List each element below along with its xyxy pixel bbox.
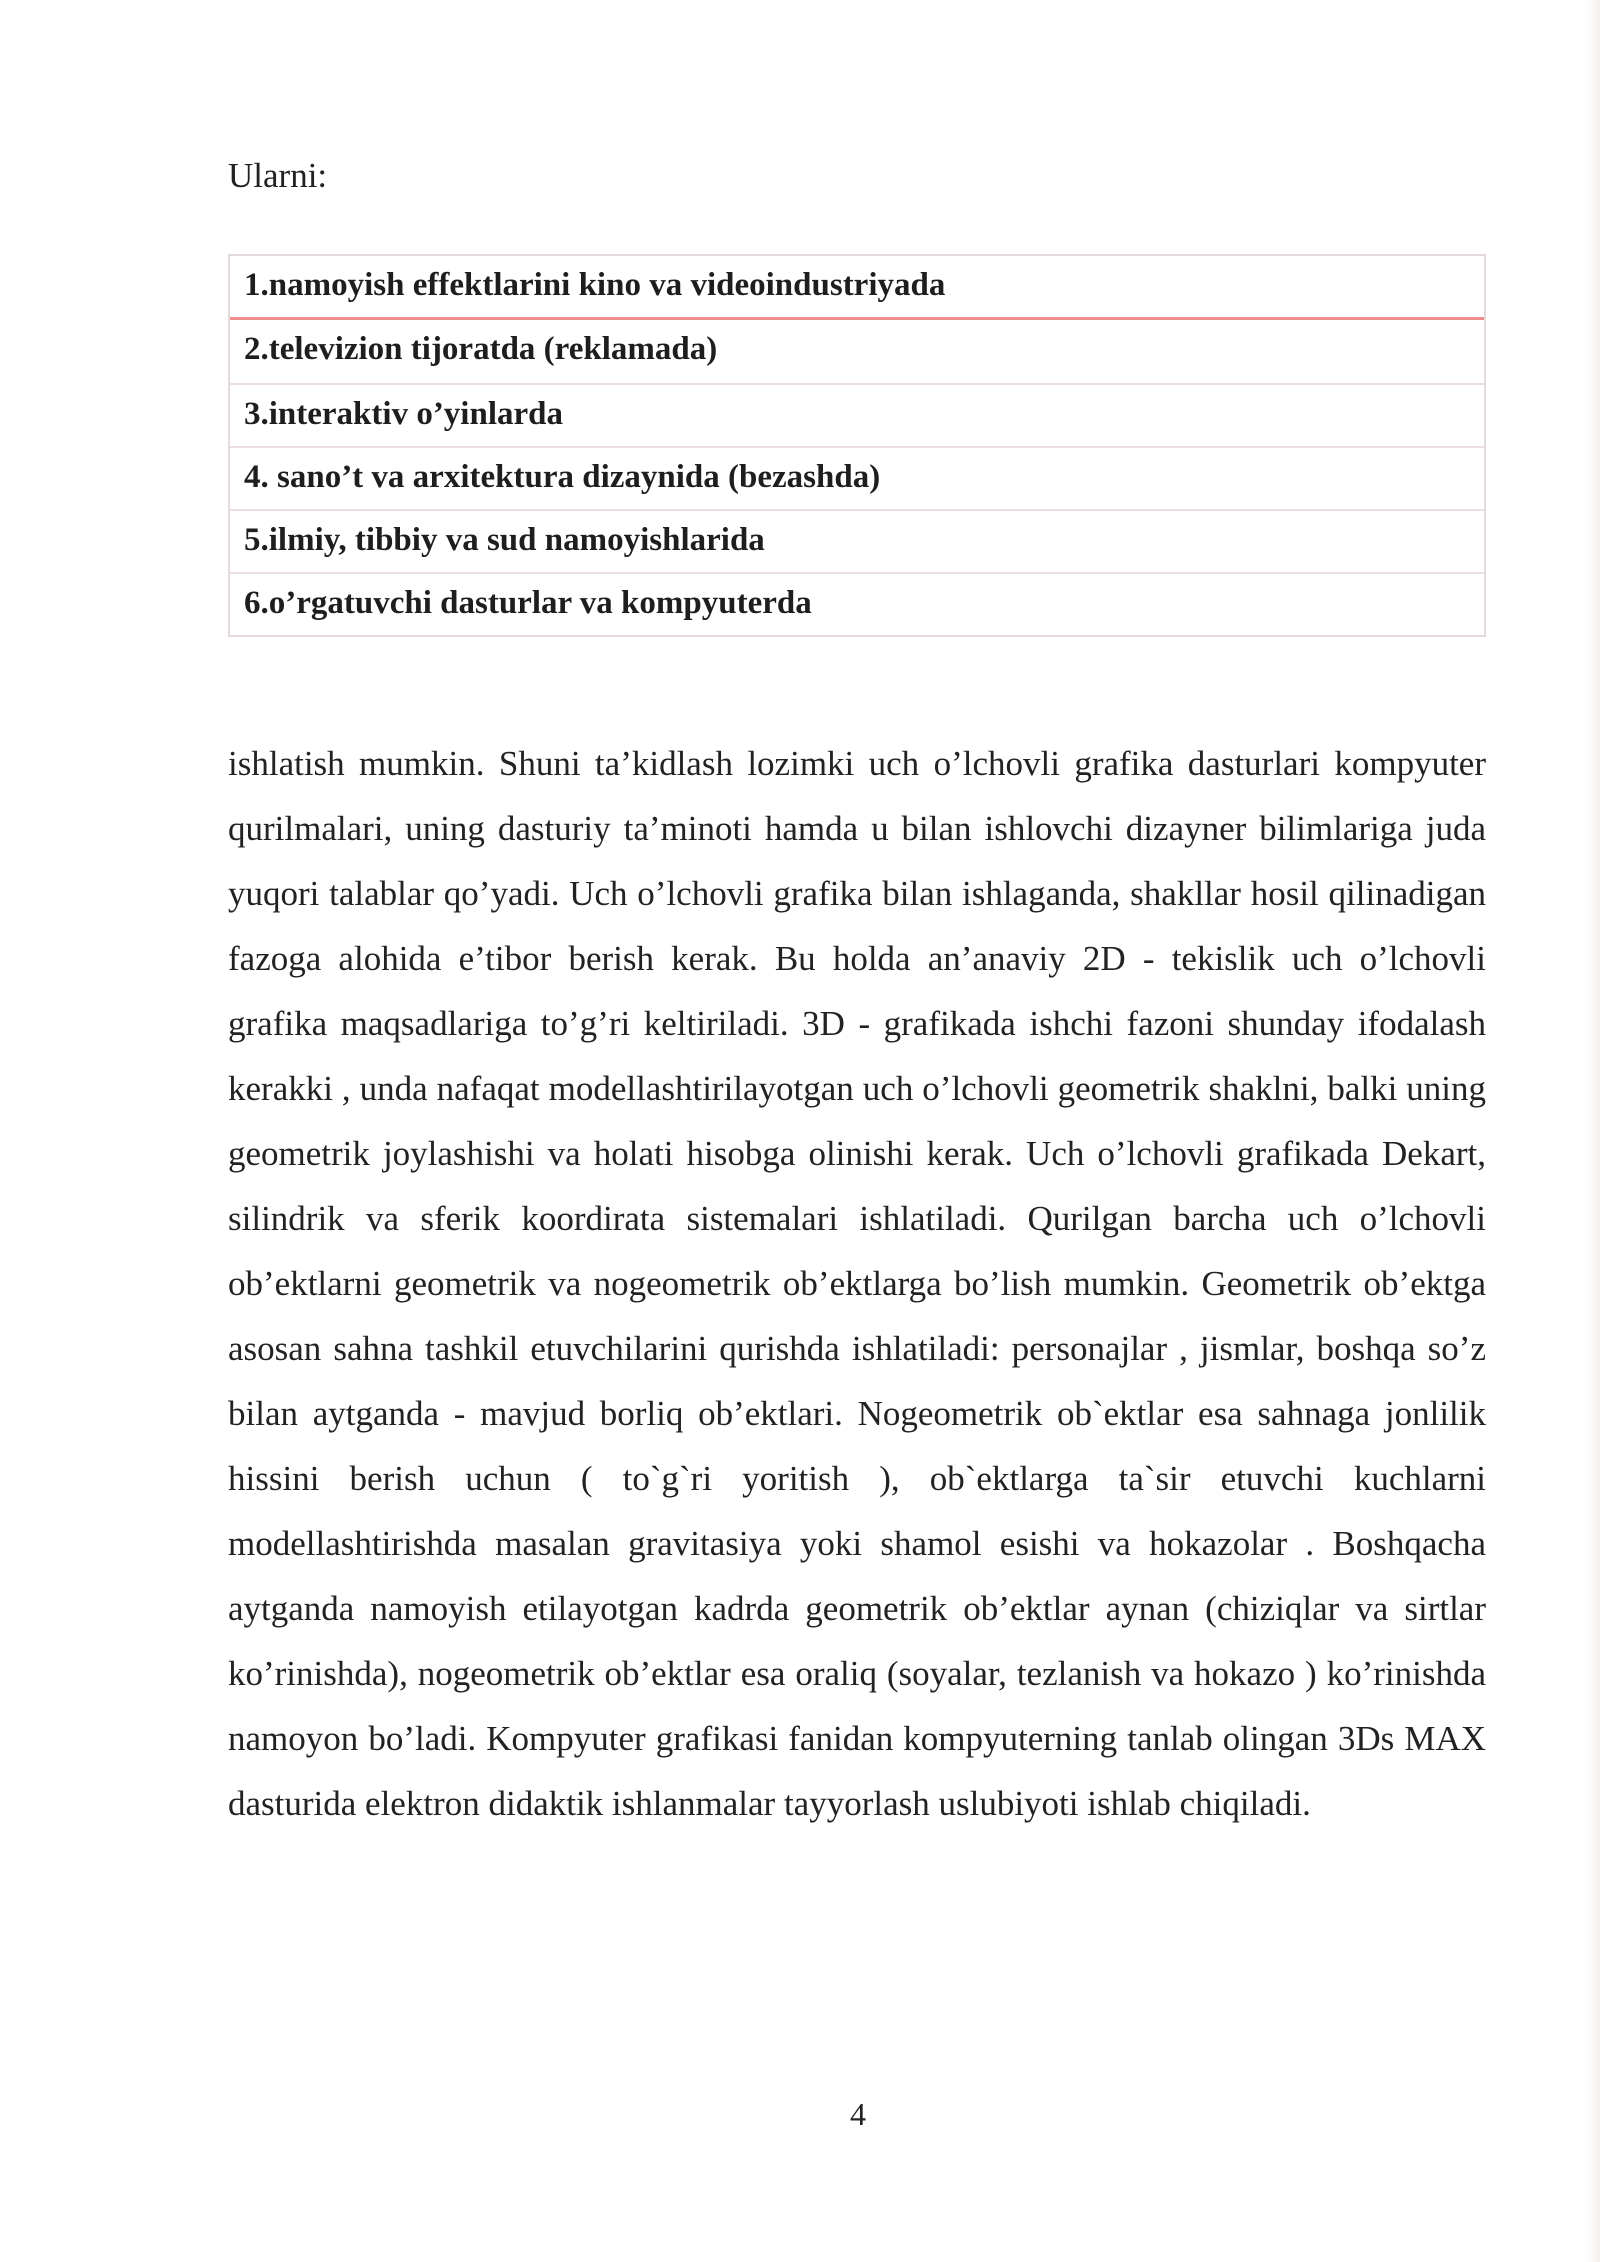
page-edge-shadow (1586, 0, 1600, 2262)
table-row: 5.ilmiy, tibbiy va sud namoyishlarida (230, 509, 1484, 572)
table-row: 6.o’rgatuvchi dasturlar va kompyuterda (230, 572, 1484, 635)
body-paragraph: ishlatish mumkin. Shuni ta’kidlash lozimki uch o’lchovli grafika dasturlari kompyuter qurilmalari, uning dasturiy ta’minoti hamda u bilan ishlovchi dizayner bilimlariga juda yuqori talablar qo’yadi. Uch o’lchovli grafika bilan ishlaganda, shakllar hosil qilinadigan fazoga alohida e’tibor berish kerak. Bu holda an’anaviy 2D - tekislik uch o’lchovli grafika maqsadlariga to’g’ri keltiriladi. 3D - grafikada ishchi fazoni shunday ifodalash kerakki , unda nafaqat modellashtirilayotgan uch o’lchovli geometrik shaklni, balki uning geometrik joylashishi va holati hisobga olinishi kerak. Uch o’lchovli grafikada Dekart, silindrik va sferik koordirata sistemalari ishlatiladi. Qurilgan barcha uch o’lchovli ob’ektlarni geometrik va nogeometrik ob’ektlarga bo’lish mumkin. Geometrik ob’ektga asosan sahna tashkil etuvchilarini qurishda ishlatiladi: personajlar , jismlar, boshqa so’z bilan aytganda - mavjud borliq ob’ektlari. Nogeometrik ob`ektlar esa sahnaga jonlilik hissini berish uchun ( to`g`ri yoritish ), ob`ektlarga ta`sir etuvchi kuchlarni modellashtirishda masalan gravitasiya yoki shamol esishi va hokazolar . Boshqacha aytganda namoyish etilayotgan kadrda geometrik ob’ektlar aynan (chiziqlar va sirtlar ko’rinishda), nogeometrik ob’ektlar esa oraliq (soyalar, tezlanish va hokazo ) ko’rinishda namoyon bo’ladi. Kompyuter grafikasi fanidan kompyuterning tanlab olingan 3Ds MAX dasturida elektron didaktik ishlanmalar tayyorlash uslubiyoti ishlab chiqiladi. (228, 744, 1486, 1823)
page-number: 4 (850, 2096, 866, 2132)
table-row: 1.namoyish effektlarini kino va videoindustriyada (230, 256, 1484, 320)
applications-table (228, 254, 1486, 637)
table-row: 3.interaktiv o’yinlarda (230, 383, 1484, 446)
table-row: 2.televizion tijoratda (reklamada) (244, 331, 718, 367)
intro-text: Ularni: (228, 156, 328, 195)
table-row: 4. sano’t va arxitektura dizaynida (bezashda) (230, 446, 1484, 509)
